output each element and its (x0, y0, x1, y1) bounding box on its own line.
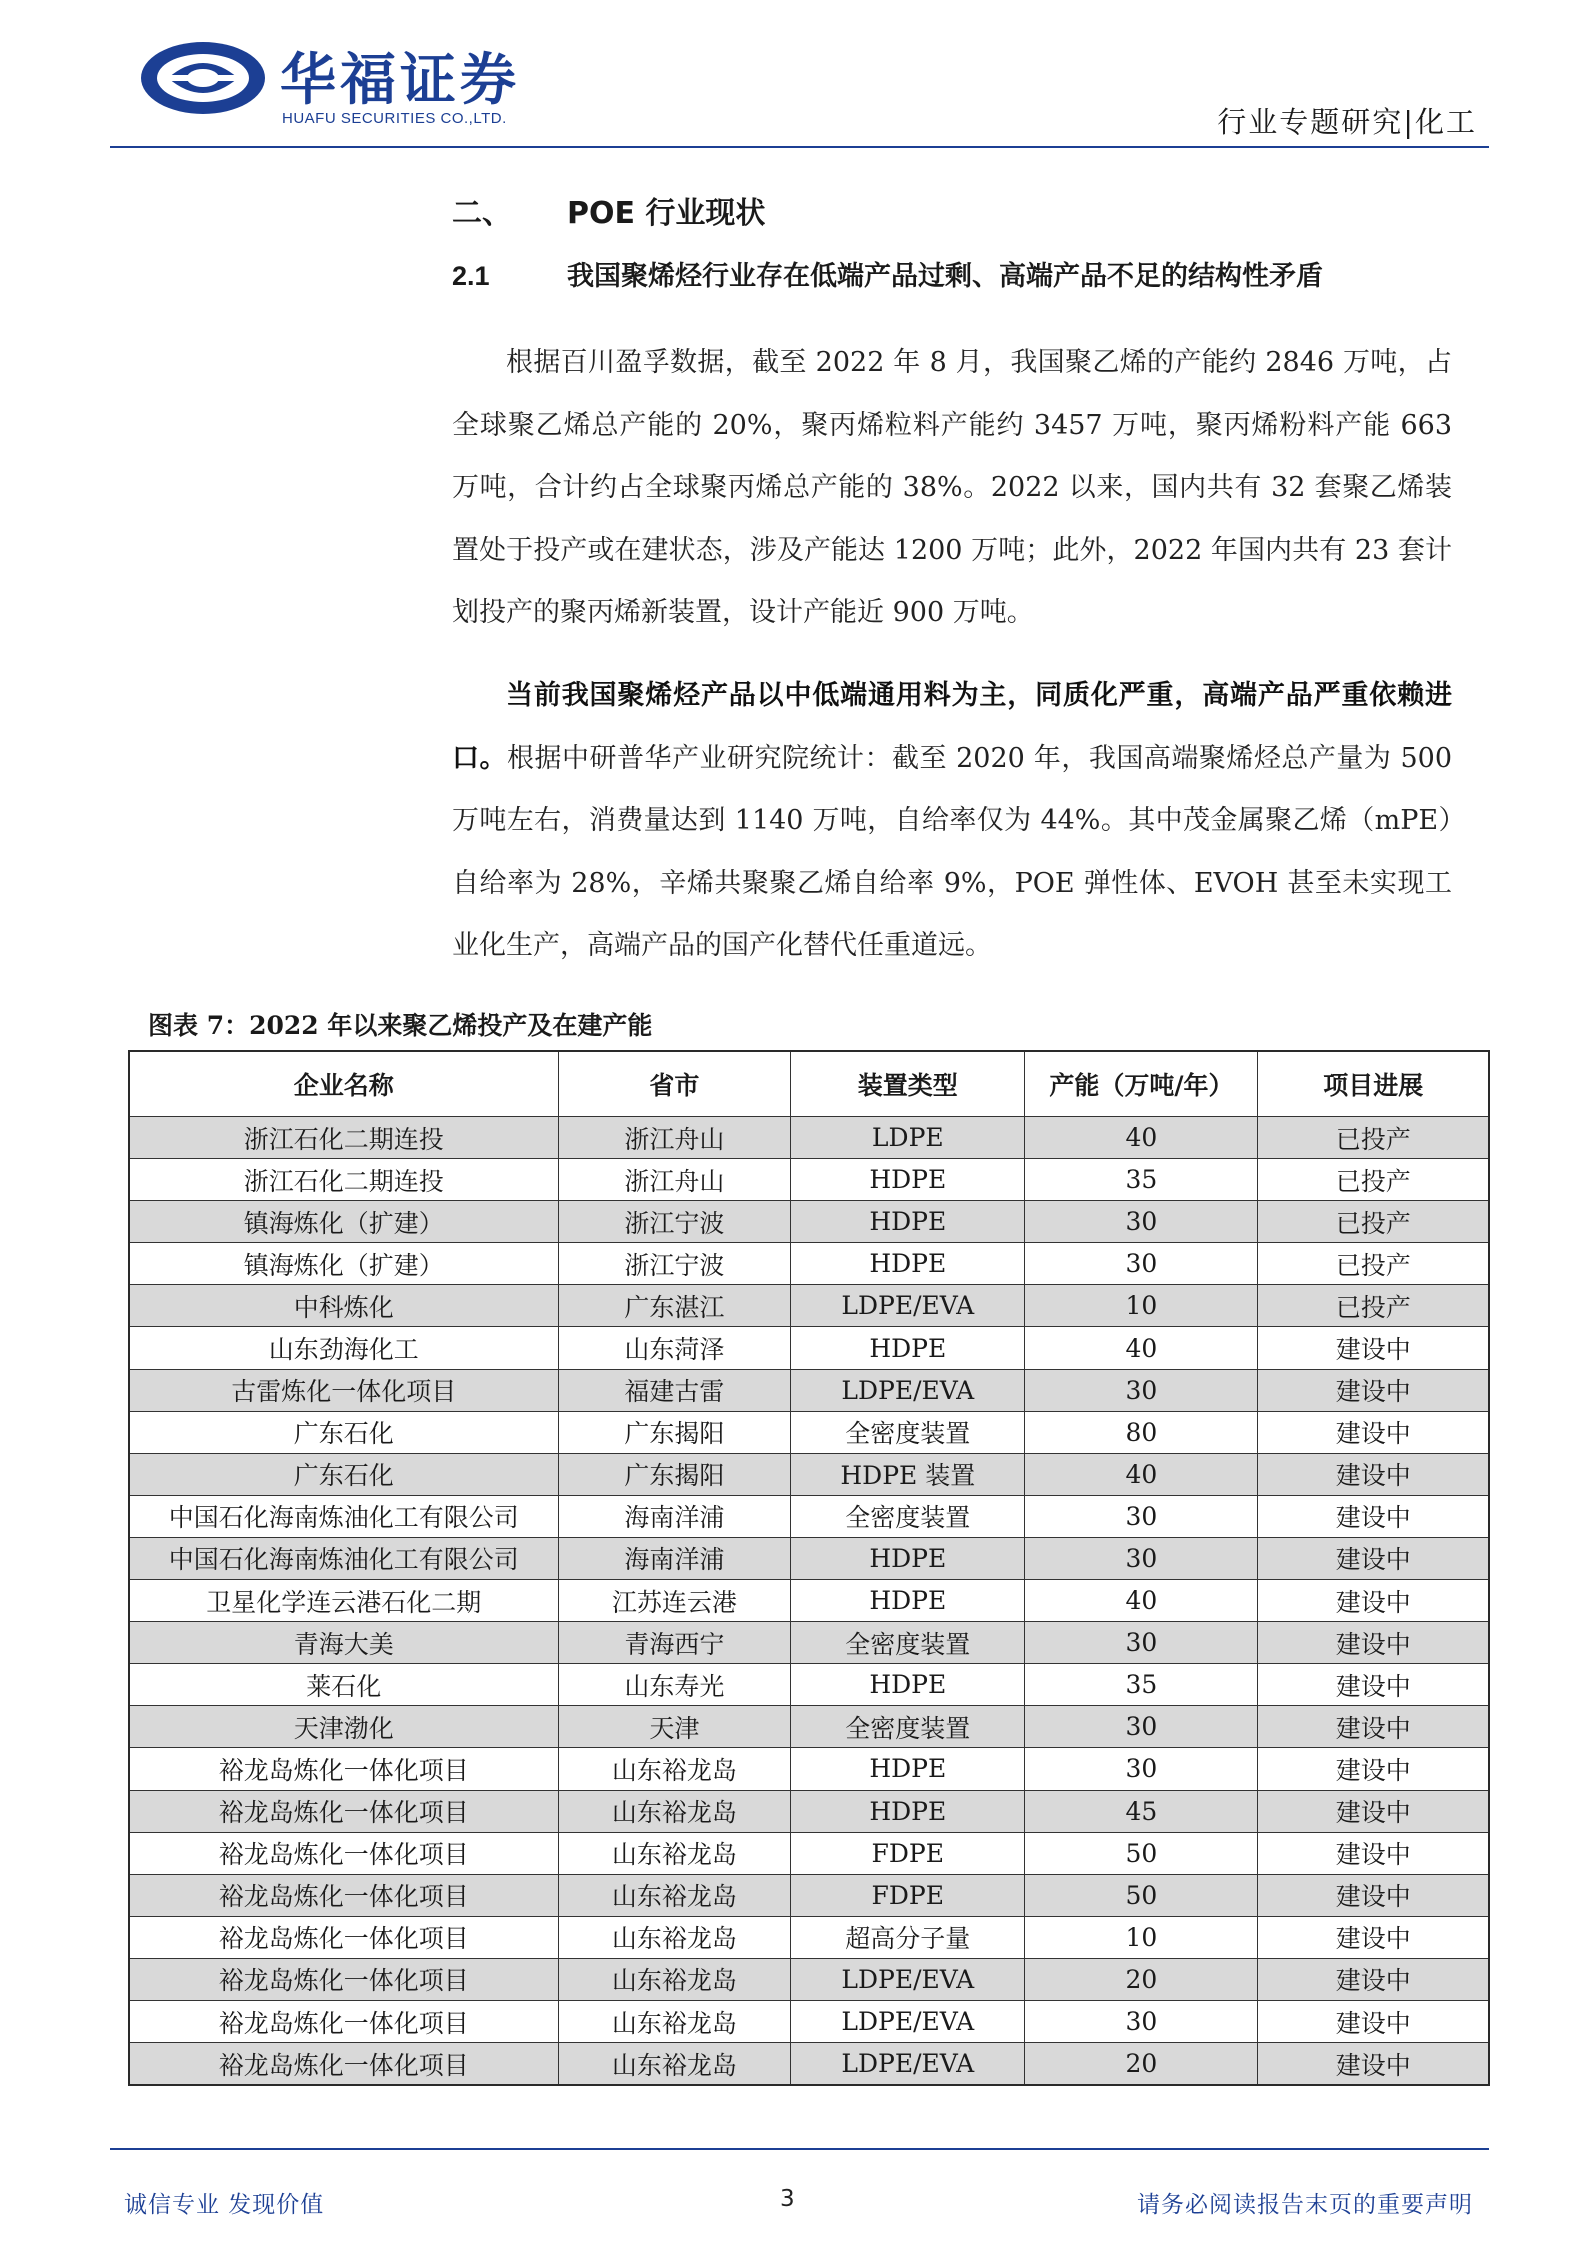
cell-capacity: 35 (1025, 1159, 1258, 1201)
table-row (129, 1832, 1489, 1874)
table-row (129, 1495, 1489, 1537)
cell-company: 裕龙岛炼化一体化项目 (129, 1790, 558, 1832)
cell-unit-type: HDPE 装置 (791, 1453, 1025, 1495)
cell-company: 裕龙岛炼化一体化项目 (129, 2043, 558, 2086)
subsection-title: 我国聚烯烃行业存在低端产品过剩、高端产品不足的结构性矛盾 (567, 261, 1323, 292)
header-company: 企业名称 (129, 1051, 558, 1117)
cell-unit-type: LDPE/EVA (791, 1285, 1025, 1327)
section-number: 二、 (452, 196, 512, 231)
cell-capacity: 30 (1025, 1201, 1258, 1243)
cell-company: 裕龙岛炼化一体化项目 (129, 1874, 558, 1916)
cell-company: 山东劲海化工 (129, 1327, 558, 1369)
cell-province: 广东揭阳 (558, 1411, 791, 1453)
cell-company: 裕龙岛炼化一体化项目 (129, 1748, 558, 1790)
cell-company: 裕龙岛炼化一体化项目 (129, 1832, 558, 1874)
table-row (129, 1369, 1489, 1411)
cell-unit-type: HDPE (791, 1790, 1025, 1832)
table-row (129, 1327, 1489, 1369)
cell-company: 天津渤化 (129, 1706, 558, 1748)
subsection-number: 2.1 (452, 261, 490, 291)
footer-slogan: 诚信专业 发现价值 (124, 2192, 325, 2218)
cell-capacity: 40 (1025, 1327, 1258, 1369)
cell-status: 建设中 (1258, 1874, 1489, 1916)
cell-unit-type: 全密度装置 (791, 1411, 1025, 1453)
table-row (129, 1916, 1489, 1958)
huafu-logo-icon (138, 38, 268, 118)
cell-status: 建设中 (1258, 1369, 1489, 1411)
cell-unit-type: 全密度装置 (791, 1495, 1025, 1537)
capacity-table (128, 1050, 1490, 2086)
paragraph-2-rest: 根据中研普华产业研究院统计：截至 2020 年，我国高端聚烯烃总产量为 500 万吨左右，消费量达到 1140 万吨，自给率仅为 44%。其中茂金属聚乙烯（mPE）自给率为 28%，辛烯共聚聚乙烯自给率 9%，POE 弹性体、EVOH 甚至未实现工业化生产，高端产品的国产化替代任重道远。 (452, 742, 1452, 961)
table-row (129, 2043, 1489, 2086)
cell-province: 广东揭阳 (558, 1453, 791, 1495)
cell-unit-type: LDPE/EVA (791, 1958, 1025, 2000)
paragraph-1: 根据百川盈孚数据，截至 2022 年 8 月，我国聚乙烯的产能约 2846 万吨，占全球聚乙烯总产能的 20%，聚丙烯粒料产能约 3457 万吨，聚丙烯粉料产能 663 万吨，合计约占全球聚丙烯总产能的 38%。2022 以来，国内共有 32 套聚乙烯装置处于投产或在建状态，涉及产能达 1200 万吨；此外，2022 年国内共有 23 套计划投产的聚丙烯新装置，设计产能近 900 万吨。 (452, 347, 1452, 628)
cell-unit-type: 全密度装置 (791, 1706, 1025, 1748)
cell-status: 建设中 (1258, 1580, 1489, 1622)
logo-chinese-name: 华福证券 (280, 47, 520, 113)
cell-company: 裕龙岛炼化一体化项目 (129, 2000, 558, 2042)
section-title: POE 行业现状 (567, 196, 766, 231)
cell-company: 裕龙岛炼化一体化项目 (129, 1916, 558, 1958)
paragraph-2 (452, 665, 1452, 978)
cell-capacity: 30 (1025, 1706, 1258, 1748)
cell-unit-type: HDPE (791, 1664, 1025, 1706)
cell-province: 天津 (558, 1706, 791, 1748)
cell-unit-type: HDPE (791, 1243, 1025, 1285)
table-row (129, 1285, 1489, 1327)
cell-company: 裕龙岛炼化一体化项目 (129, 1958, 558, 2000)
cell-province: 山东裕龙岛 (558, 2000, 791, 2042)
cell-status: 建设中 (1258, 1664, 1489, 1706)
cell-province: 海南洋浦 (558, 1495, 791, 1537)
cell-status: 建设中 (1258, 1832, 1489, 1874)
cell-capacity: 45 (1025, 1790, 1258, 1832)
cell-company: 广东石化 (129, 1411, 558, 1453)
cell-company: 中国石化海南炼油化工有限公司 (129, 1495, 558, 1537)
cell-unit-type: 全密度装置 (791, 1622, 1025, 1664)
cell-province: 山东寿光 (558, 1664, 791, 1706)
cell-status: 建设中 (1258, 1495, 1489, 1537)
cell-capacity: 40 (1025, 1117, 1258, 1159)
cell-status: 建设中 (1258, 1537, 1489, 1579)
table-row (129, 1748, 1489, 1790)
report-type: 行业专题研究|化工 (1217, 105, 1477, 139)
table-row (129, 1664, 1489, 1706)
table-row (129, 1790, 1489, 1832)
table-row (129, 1537, 1489, 1579)
cell-company: 中国石化海南炼油化工有限公司 (129, 1537, 558, 1579)
cell-capacity: 50 (1025, 1874, 1258, 1916)
cell-unit-type: HDPE (791, 1580, 1025, 1622)
cell-status: 已投产 (1258, 1201, 1489, 1243)
cell-status: 建设中 (1258, 2043, 1489, 2086)
cell-status: 建设中 (1258, 1790, 1489, 1832)
cell-capacity: 80 (1025, 1411, 1258, 1453)
cell-capacity: 30 (1025, 1748, 1258, 1790)
figure-title: 图表 7：2022 年以来聚乙烯投产及在建产能 (148, 1011, 653, 1040)
cell-status: 建设中 (1258, 1622, 1489, 1664)
cell-status: 建设中 (1258, 1706, 1489, 1748)
cell-capacity: 40 (1025, 1580, 1258, 1622)
cell-capacity: 30 (1025, 1369, 1258, 1411)
header-capacity: 产能（万吨/年） (1025, 1051, 1258, 1117)
table-header-row (129, 1051, 1489, 1117)
cell-company: 浙江石化二期连投 (129, 1159, 558, 1201)
cell-company: 青海大美 (129, 1622, 558, 1664)
cell-status: 已投产 (1258, 1117, 1489, 1159)
cell-status: 已投产 (1258, 1243, 1489, 1285)
table-row (129, 1622, 1489, 1664)
cell-province: 浙江舟山 (558, 1117, 791, 1159)
cell-province: 山东裕龙岛 (558, 1790, 791, 1832)
cell-unit-type: 超高分子量 (791, 1916, 1025, 1958)
header-status: 项目进展 (1258, 1051, 1489, 1117)
company-logo (138, 30, 558, 130)
cell-province: 山东裕龙岛 (558, 1832, 791, 1874)
cell-province: 海南洋浦 (558, 1537, 791, 1579)
table-row (129, 1243, 1489, 1285)
header-unit-type: 装置类型 (791, 1051, 1025, 1117)
cell-status: 建设中 (1258, 1916, 1489, 1958)
cell-capacity: 30 (1025, 2000, 1258, 2042)
table-row (129, 1706, 1489, 1748)
header-province: 省市 (558, 1051, 791, 1117)
cell-unit-type: LDPE (791, 1117, 1025, 1159)
cell-capacity: 20 (1025, 2043, 1258, 2086)
cell-province: 江苏连云港 (558, 1580, 791, 1622)
cell-company: 古雷炼化一体化项目 (129, 1369, 558, 1411)
cell-province: 山东裕龙岛 (558, 1958, 791, 2000)
cell-unit-type: HDPE (791, 1201, 1025, 1243)
cell-province: 山东裕龙岛 (558, 2043, 791, 2086)
cell-status: 建设中 (1258, 1958, 1489, 2000)
cell-company: 镇海炼化（扩建） (129, 1201, 558, 1243)
header-divider (110, 146, 1489, 148)
cell-capacity: 10 (1025, 1916, 1258, 1958)
cell-province: 山东菏泽 (558, 1327, 791, 1369)
cell-unit-type: LDPE/EVA (791, 2000, 1025, 2042)
cell-province: 山东裕龙岛 (558, 1874, 791, 1916)
cell-province: 浙江宁波 (558, 1201, 791, 1243)
cell-province: 山东裕龙岛 (558, 1916, 791, 1958)
paragraph-2-bold: 当前我国聚烯烃产品以中低端通用料为主，同质化严重，高端产品严重依赖进口。 (452, 680, 1452, 774)
cell-status: 已投产 (1258, 1285, 1489, 1327)
subsection-heading (452, 254, 1323, 293)
cell-status: 建设中 (1258, 2000, 1489, 2042)
footer-divider (110, 2148, 1489, 2150)
cell-unit-type: FDPE (791, 1832, 1025, 1874)
cell-province: 浙江舟山 (558, 1159, 791, 1201)
cell-capacity: 30 (1025, 1622, 1258, 1664)
cell-status: 建设中 (1258, 1748, 1489, 1790)
cell-company: 卫星化学连云港石化二期 (129, 1580, 558, 1622)
cell-status: 建设中 (1258, 1327, 1489, 1369)
cell-capacity: 10 (1025, 1285, 1258, 1327)
cell-province: 浙江宁波 (558, 1243, 791, 1285)
cell-company: 中科炼化 (129, 1285, 558, 1327)
cell-unit-type: FDPE (791, 1874, 1025, 1916)
cell-company: 镇海炼化（扩建） (129, 1243, 558, 1285)
table-row (129, 1874, 1489, 1916)
cell-province: 青海西宁 (558, 1622, 791, 1664)
cell-company: 浙江石化二期连投 (129, 1117, 558, 1159)
cell-unit-type: HDPE (791, 1537, 1025, 1579)
cell-capacity: 30 (1025, 1243, 1258, 1285)
table-row (129, 1580, 1489, 1622)
page-number: 3 (780, 2186, 795, 2212)
cell-province: 广东湛江 (558, 1285, 791, 1327)
footer-disclaimer: 请务必阅读报告末页的重要声明 (1137, 2192, 1473, 2218)
cell-capacity: 35 (1025, 1664, 1258, 1706)
table-row (129, 1117, 1489, 1159)
table-row (129, 1411, 1489, 1453)
table-row (129, 1958, 1489, 2000)
cell-unit-type: HDPE (791, 1159, 1025, 1201)
table-row (129, 2000, 1489, 2042)
cell-capacity: 50 (1025, 1832, 1258, 1874)
cell-status: 建设中 (1258, 1453, 1489, 1495)
cell-province: 福建古雷 (558, 1369, 791, 1411)
cell-province: 山东裕龙岛 (558, 1748, 791, 1790)
cell-capacity: 20 (1025, 1958, 1258, 2000)
logo-english-name: HUAFU SECURITIES CO.,LTD. (282, 110, 507, 127)
cell-unit-type: LDPE/EVA (791, 2043, 1025, 2086)
section-heading (452, 188, 765, 232)
cell-unit-type: LDPE/EVA (791, 1369, 1025, 1411)
cell-capacity: 30 (1025, 1495, 1258, 1537)
cell-company: 广东石化 (129, 1453, 558, 1495)
table-row (129, 1201, 1489, 1243)
cell-capacity: 30 (1025, 1537, 1258, 1579)
cell-capacity: 40 (1025, 1453, 1258, 1495)
table-row (129, 1159, 1489, 1201)
cell-status: 建设中 (1258, 1411, 1489, 1453)
cell-company: 莱石化 (129, 1664, 558, 1706)
table-body (129, 1117, 1489, 2086)
table-row (129, 1453, 1489, 1495)
cell-unit-type: HDPE (791, 1748, 1025, 1790)
cell-unit-type: HDPE (791, 1327, 1025, 1369)
cell-status: 已投产 (1258, 1159, 1489, 1201)
